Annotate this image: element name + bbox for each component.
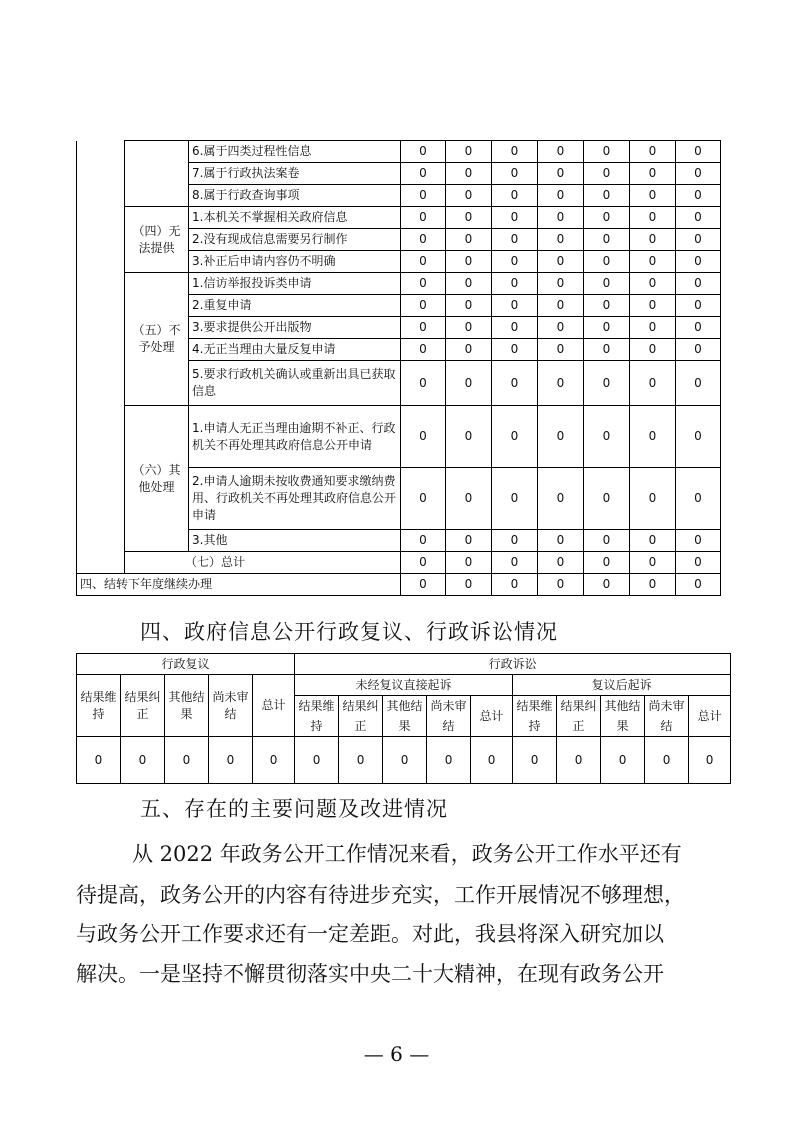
value-cell: 0 <box>630 574 676 596</box>
value-cell: 0 <box>492 468 538 530</box>
item-label: 4.无正当理由大量反复申请 <box>189 339 401 361</box>
value-cell: 0 <box>401 552 446 574</box>
value-cell: 0 <box>446 141 492 163</box>
after-review-value: 0 <box>689 737 731 784</box>
value-cell: 0 <box>584 361 630 406</box>
value-cell: 0 <box>584 339 630 361</box>
item-label: 3.补正后申请内容仍不明确 <box>189 251 401 273</box>
review-litigation-table <box>76 653 731 784</box>
value-cell: 0 <box>492 141 538 163</box>
table-row <box>77 406 721 468</box>
value-cell: 0 <box>401 468 446 530</box>
value-cell: 0 <box>676 141 721 163</box>
review-value: 0 <box>253 737 295 784</box>
direct-col-label: 结果维持 <box>295 696 339 737</box>
value-cell: 0 <box>492 163 538 185</box>
value-cell: 0 <box>584 317 630 339</box>
direct-col-label: 结果纠正 <box>339 696 383 737</box>
value-cell: 0 <box>401 295 446 317</box>
item-label: 6.属于四类过程性信息 <box>189 141 401 163</box>
item-label: 3.其他 <box>189 530 401 552</box>
after-review-col-label: 总计 <box>689 696 731 737</box>
value-cell: 0 <box>630 141 676 163</box>
review-col-label: 结果纠正 <box>121 675 165 737</box>
value-cell: 0 <box>630 530 676 552</box>
item-label: 1.本机关不掌握相关政府信息 <box>189 207 401 229</box>
value-cell: 0 <box>676 185 721 207</box>
table-row <box>77 141 721 163</box>
value-cell: 0 <box>492 295 538 317</box>
value-cell: 0 <box>492 530 538 552</box>
outer-category-cell <box>77 141 125 207</box>
value-cell: 0 <box>538 552 584 574</box>
value-cell: 0 <box>446 552 492 574</box>
value-cell: 0 <box>538 530 584 552</box>
after-review-value: 0 <box>645 737 689 784</box>
value-cell: 0 <box>584 229 630 251</box>
item-label: 1.信访举报投诉类申请 <box>189 273 401 295</box>
direct-value: 0 <box>383 737 427 784</box>
category-label <box>125 141 189 207</box>
item-label: 2.重复申请 <box>189 295 401 317</box>
value-cell: 0 <box>446 229 492 251</box>
direct-value: 0 <box>295 737 339 784</box>
value-cell: 0 <box>584 552 630 574</box>
value-cell: 0 <box>584 468 630 530</box>
value-cell: 0 <box>676 163 721 185</box>
value-cell: 0 <box>630 406 676 468</box>
value-cell: 0 <box>492 207 538 229</box>
review-value: 0 <box>121 737 165 784</box>
paragraph-line: 从 2022 年政务公开工作情况来看，政务公开工作水平还有 <box>132 842 682 866</box>
value-cell: 0 <box>584 295 630 317</box>
value-cell: 0 <box>630 317 676 339</box>
value-cell: 0 <box>676 552 721 574</box>
value-cell: 0 <box>538 317 584 339</box>
value-cell: 0 <box>538 574 584 596</box>
direct-col-label: 总计 <box>471 696 513 737</box>
value-cell: 0 <box>446 339 492 361</box>
value-cell: 0 <box>630 207 676 229</box>
value-cell: 0 <box>401 251 446 273</box>
value-cell: 0 <box>401 339 446 361</box>
value-cell: 0 <box>492 574 538 596</box>
review-header: 行政复议 <box>77 654 295 675</box>
value-cell: 0 <box>401 317 446 339</box>
value-cell: 0 <box>492 361 538 406</box>
direct-value: 0 <box>339 737 383 784</box>
item-label: 3.要求提供公开出版物 <box>189 317 401 339</box>
value-cell: 0 <box>538 406 584 468</box>
value-cell: 0 <box>630 361 676 406</box>
value-cell: 0 <box>401 574 446 596</box>
value-cell: 0 <box>401 273 446 295</box>
disposal-table <box>76 140 721 596</box>
category-label: （六）其他处理 <box>125 406 189 552</box>
value-cell: 0 <box>676 207 721 229</box>
paragraph-line: 待提高，政务公开的内容有待进步充实，工作开展情况不够理想， <box>76 883 685 907</box>
value-cell: 0 <box>630 273 676 295</box>
item-label: 1.申请人无正当理由逾期不补正、行政机关不再处理其政府信息公开申请 <box>189 406 401 468</box>
value-cell: 0 <box>630 229 676 251</box>
value-cell: 0 <box>446 163 492 185</box>
direct-suit-header: 未经复议直接起诉 <box>295 675 513 696</box>
value-cell: 0 <box>446 530 492 552</box>
carryover-row <box>77 574 721 596</box>
value-cell: 0 <box>401 229 446 251</box>
value-cell: 0 <box>676 530 721 552</box>
value-cell: 0 <box>676 273 721 295</box>
after-review-col-label: 尚未审结 <box>645 696 689 737</box>
value-cell: 0 <box>446 574 492 596</box>
value-cell: 0 <box>584 406 630 468</box>
review-col-label: 尚未审结 <box>209 675 253 737</box>
value-cell: 0 <box>584 141 630 163</box>
section-heading-problems: 五、存在的主要问题及改进情况 <box>140 797 448 821</box>
value-cell: 0 <box>630 552 676 574</box>
review-col-label: 其他结果 <box>165 675 209 737</box>
item-label: 5.要求行政机关确认或重新出具已获取信息 <box>189 361 401 406</box>
value-cell: 0 <box>401 141 446 163</box>
litigation-header: 行政诉讼 <box>295 654 731 675</box>
value-cell: 0 <box>492 185 538 207</box>
value-cell: 0 <box>584 574 630 596</box>
value-cell: 0 <box>401 361 446 406</box>
value-cell: 0 <box>401 406 446 468</box>
paragraph-line: 解决。一是坚持不懈贯彻落实中央二十大精神，在现有政务公开 <box>76 962 664 986</box>
value-cell: 0 <box>584 273 630 295</box>
value-cell: 0 <box>446 317 492 339</box>
direct-col-label: 其他结果 <box>383 696 427 737</box>
value-cell: 0 <box>446 273 492 295</box>
value-cell: 0 <box>676 295 721 317</box>
value-cell: 0 <box>401 530 446 552</box>
section-heading-review-litigation: 四、政府信息公开行政复议、行政诉讼情况 <box>140 620 558 644</box>
after-review-col-label: 结果维持 <box>513 696 557 737</box>
review-value: 0 <box>209 737 253 784</box>
carryover-label: 四、结转下年度继续办理 <box>77 574 401 596</box>
value-cell: 0 <box>584 163 630 185</box>
page-number: — 6 — <box>363 1042 430 1066</box>
outer-category-cell <box>77 207 125 273</box>
direct-value: 0 <box>471 737 513 784</box>
value-cell: 0 <box>538 163 584 185</box>
item-label: 7.属于行政执法案卷 <box>189 163 401 185</box>
value-cell: 0 <box>492 339 538 361</box>
outer-category-cell <box>77 552 125 574</box>
value-cell: 0 <box>492 229 538 251</box>
item-label: 8.属于行政查询事项 <box>189 185 401 207</box>
value-cell: 0 <box>492 317 538 339</box>
value-cell: 0 <box>538 141 584 163</box>
value-cell: 0 <box>446 361 492 406</box>
value-cell: 0 <box>630 251 676 273</box>
value-cell: 0 <box>446 406 492 468</box>
after-review-header: 复议后起诉 <box>513 675 731 696</box>
table-row <box>77 207 721 229</box>
value-cell: 0 <box>630 339 676 361</box>
value-cell: 0 <box>630 163 676 185</box>
review-value: 0 <box>77 737 121 784</box>
after-review-value: 0 <box>513 737 557 784</box>
after-review-col-label: 结果纠正 <box>557 696 601 737</box>
value-cell: 0 <box>676 229 721 251</box>
value-cell: 0 <box>538 229 584 251</box>
table-row <box>77 273 721 295</box>
value-cell: 0 <box>538 295 584 317</box>
outer-category-cell <box>77 273 125 406</box>
value-cell: 0 <box>538 273 584 295</box>
value-cell: 0 <box>676 317 721 339</box>
value-cell: 0 <box>584 185 630 207</box>
value-cell: 0 <box>630 468 676 530</box>
category-label: （四）无法提供 <box>125 207 189 273</box>
value-cell: 0 <box>446 468 492 530</box>
value-cell: 0 <box>538 251 584 273</box>
category-label: （五）不予处理 <box>125 273 189 406</box>
paragraph-line: 与政务公开工作要求还有一定差距。对此，我县将深入研究加以 <box>76 922 664 946</box>
value-cell: 0 <box>492 273 538 295</box>
value-cell: 0 <box>676 339 721 361</box>
total-row <box>77 552 721 574</box>
value-cell: 0 <box>446 295 492 317</box>
value-cell: 0 <box>538 207 584 229</box>
outer-category-cell <box>77 406 125 552</box>
value-cell: 0 <box>676 361 721 406</box>
value-cell: 0 <box>492 552 538 574</box>
value-cell: 0 <box>538 339 584 361</box>
value-cell: 0 <box>584 251 630 273</box>
direct-col-label: 尚未审结 <box>427 696 471 737</box>
value-cell: 0 <box>446 251 492 273</box>
value-cell: 0 <box>584 207 630 229</box>
item-label: 2.申请人逾期未按收费通知要求缴纳费用、行政机关不再处理其政府信息公开申请 <box>189 468 401 530</box>
value-cell: 0 <box>676 406 721 468</box>
value-cell: 0 <box>401 185 446 207</box>
after-review-value: 0 <box>601 737 645 784</box>
value-cell: 0 <box>584 530 630 552</box>
direct-value: 0 <box>427 737 471 784</box>
value-cell: 0 <box>446 207 492 229</box>
value-cell: 0 <box>630 185 676 207</box>
value-cell: 0 <box>492 406 538 468</box>
value-cell: 0 <box>676 468 721 530</box>
review-value: 0 <box>165 737 209 784</box>
value-cell: 0 <box>401 207 446 229</box>
value-cell: 0 <box>630 295 676 317</box>
value-cell: 0 <box>538 185 584 207</box>
after-review-col-label: 其他结果 <box>601 696 645 737</box>
item-label: 2.没有现成信息需要另行制作 <box>189 229 401 251</box>
value-cell: 0 <box>401 163 446 185</box>
value-cell: 0 <box>676 251 721 273</box>
value-cell: 0 <box>538 468 584 530</box>
after-review-value: 0 <box>557 737 601 784</box>
value-cell: 0 <box>446 185 492 207</box>
total-label: （七）总计 <box>125 552 401 574</box>
review-col-label: 结果维持 <box>77 675 121 737</box>
value-cell: 0 <box>492 251 538 273</box>
review-col-label: 总计 <box>253 675 295 737</box>
value-cell: 0 <box>676 574 721 596</box>
value-cell: 0 <box>538 361 584 406</box>
